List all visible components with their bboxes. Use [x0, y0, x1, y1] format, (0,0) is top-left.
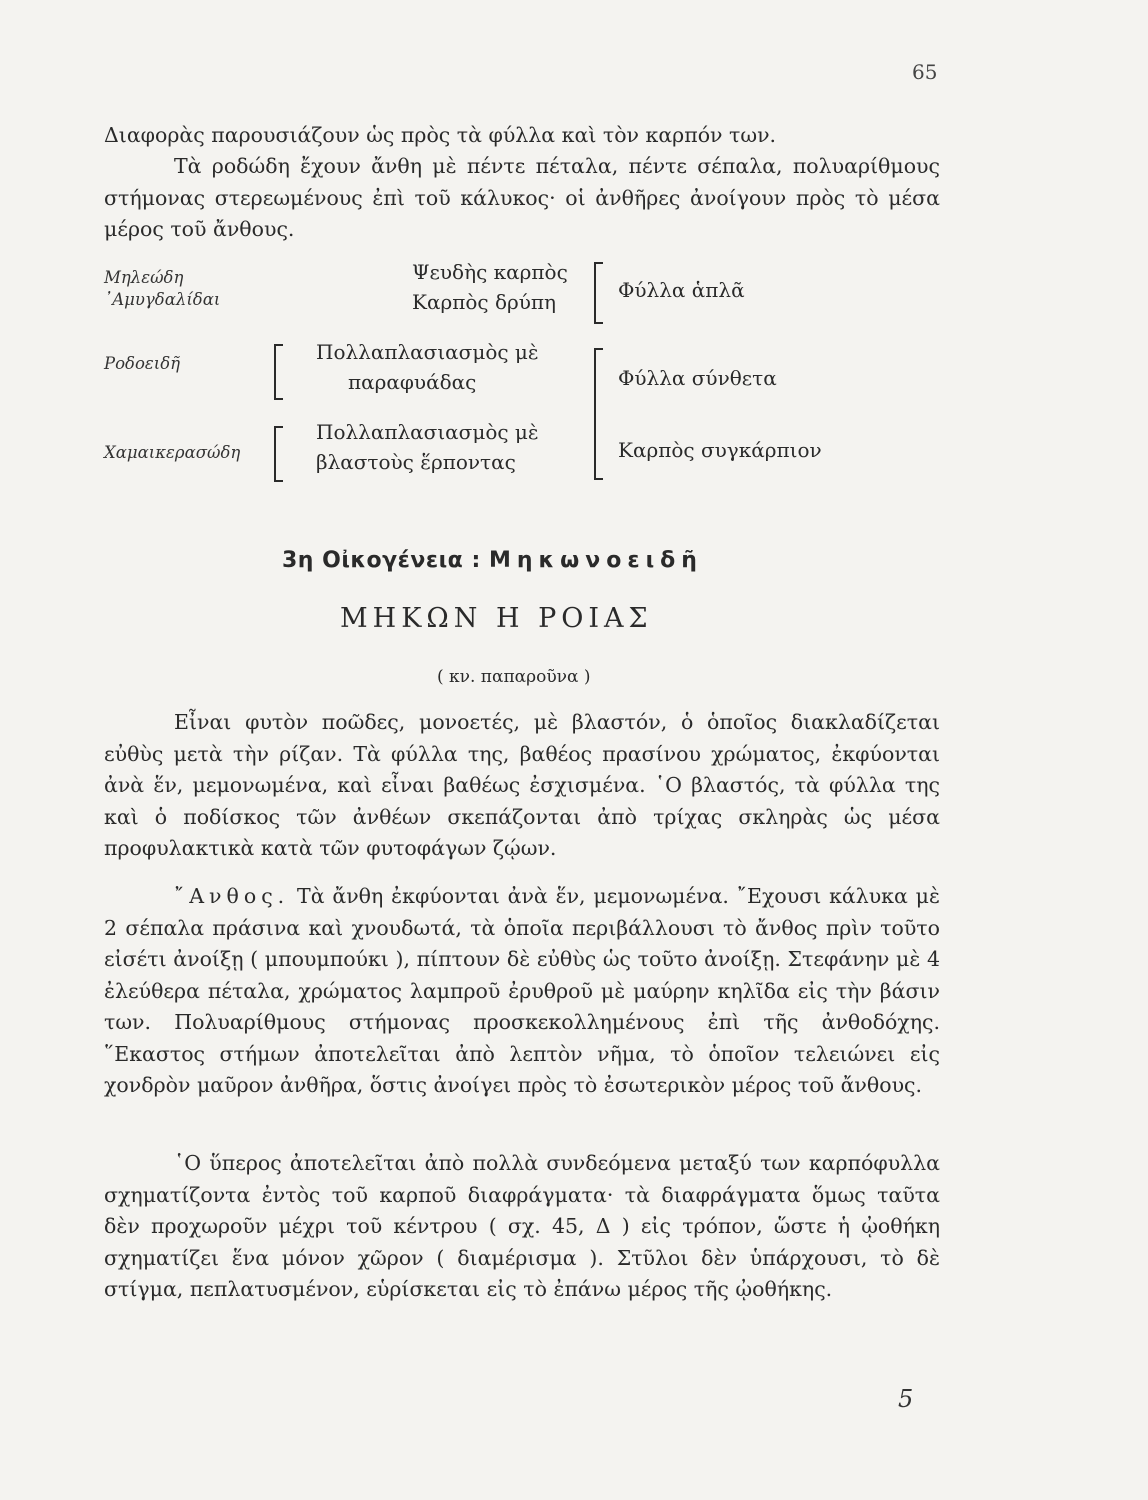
common-name: ( κν. παπαροῦνα ) — [437, 667, 591, 687]
trait-cell: παραφυάδας — [348, 370, 477, 394]
right-brace — [594, 348, 596, 480]
flower-label: ῎Ανθος. — [174, 884, 290, 908]
family-prefix: 3η Οἰκογένεια : — [282, 548, 481, 573]
category-label: Μηλεώδη — [104, 268, 184, 287]
trait-cell: Φύλλα ἁπλᾶ — [618, 278, 745, 302]
trait-cell: Φύλλα σύνθετα — [618, 366, 777, 390]
trait-cell: Καρπὸς συγκάρπιον — [618, 438, 822, 462]
folio-mark: 5 — [898, 1385, 914, 1413]
page-number: 65 — [912, 60, 938, 84]
flower-text: Τὰ ἄνθη ἐκφύονται ἀνὰ ἕν, μεμονωμένα. ῎Εχουσι κάλυκα μὲ 2 σέπαλα πράσινα καὶ χνουδωτά, τὰ ὁποῖα περιβάλλουσι τὸ ἄνθος πρὶν τοῦτο εἰσέτι ἀνοίξῃ ( μπουμπούκι ), πίπτουν δὲ εὐθὺς ὡς τοῦτο ἀνοίξῃ. Στεφάνην μὲ 4 ἐλεύθερα πέταλα, χρώματος λαμπροῦ ἐρυθροῦ μὲ μαύρην κηλῖδα εἰς τὴν βάσιν των. Πολυαρίθμους στήμονας προσκεκολλημένους ἐπὶ τῆς ἀνθοδόχης. ῞Εκαστος στήμων ἀποτελεῖται ἀπὸ λεπτὸν νῆμα, τὸ ὁποῖον τελειώνει εἰς χονδρὸν μαῦρον ἀνθῆρα, ὅστις ἀνοίγει πρὸς τὸ ἐσωτερικὸν μέρος τοῦ ἄνθους. — [104, 884, 940, 1097]
flower-paragraph — [104, 881, 940, 1102]
category-label: Ροδοειδῆ — [104, 354, 181, 373]
intro-paragraph: Τὰ ροδώδη ἔχουν ἄνθη μὲ πέντε πέταλα, πέντε σέπαλα, πολυαρίθμους στήμονας στερεωμένους ἐπὶ τοῦ κάλυκος· οἱ ἀνθῆρες ἀνοίγουν πρὸς τὸ μέσα μέρος τοῦ ἄνθους. — [104, 154, 940, 241]
left-brace — [274, 426, 276, 482]
right-brace — [594, 262, 596, 324]
family-name: Μηκωνοειδῆ — [488, 548, 703, 573]
category-label: ᾿Αμυγδαλίδαι — [104, 290, 221, 309]
description-paragraph: Εἶναι φυτὸν ποῶδες, μονοετές, μὲ βλαστόν, ὁ ὁποῖος διακλαδίζεται εὐθὺς μετὰ τὴν ρίζαν. Τὰ φύλλα της, βαθέος πρασίνου χρώματος, ἐκφύονται ἀνὰ ἕν, μεμονωμένα, καὶ εἶναι βαθέως ἐσχισμένα. ῾Ο βλαστός, τὰ φύλλα της καὶ ὁ ποδίσκος τῶν ἀνθέων σκεπάζονται ἀπὸ τρίχας σκληρὰς ὡς μέσα προφυλακτικὰ κατὰ τῶν φυτοφάγων ζῴων. — [104, 710, 940, 860]
trait-cell: Ψευδὴς καρπὸς — [412, 260, 568, 284]
left-brace — [274, 344, 276, 400]
intro-line: Διαφορὰς παρουσιάζουν ὡς πρὸς τὰ φύλλα καὶ τὸν καρπόν των. — [104, 123, 777, 147]
trait-cell: Πολλαπλασιασμὸς μὲ — [316, 420, 539, 444]
pistil-paragraph: ῾Ο ὕπερος ἀποτελεῖται ἀπὸ πολλὰ συνδεόμενα μεταξύ των καρπόφυλλα σχηματίζοντα ἐντὸς τοῦ καρποῦ διαφράγματα· τὰ διαφράγματα ὅμως ταῦτα δὲν προχωροῦν μέχρι τοῦ κέντρου ( σχ. 45, Δ ) εἰς τρόπον, ὥστε ἡ ᾠοθήκη σχηματίζει ἕνα μόνον χῶρον ( διαμέρισμα ). Στῦλοι δὲν ὑπάρχουσι, τὸ δὲ στίγμα, πεπλατυσμένον, εὑρίσκεται εἰς τὸ ἐπάνω μέρος τῆς ᾠοθήκης. — [104, 1151, 940, 1301]
trait-cell: Καρπὸς δρύπη — [412, 290, 557, 314]
trait-cell: βλαστοὺς ἕρποντας — [316, 450, 516, 474]
trait-cell: Πολλαπλασιασμὸς μὲ — [316, 340, 539, 364]
category-label: Χαμαικερασώδη — [104, 443, 241, 462]
classification-table — [104, 258, 940, 488]
plant-title: ΜΗΚΩΝ Η ΡΟΙΑΣ — [340, 603, 653, 634]
family-heading — [282, 548, 703, 573]
